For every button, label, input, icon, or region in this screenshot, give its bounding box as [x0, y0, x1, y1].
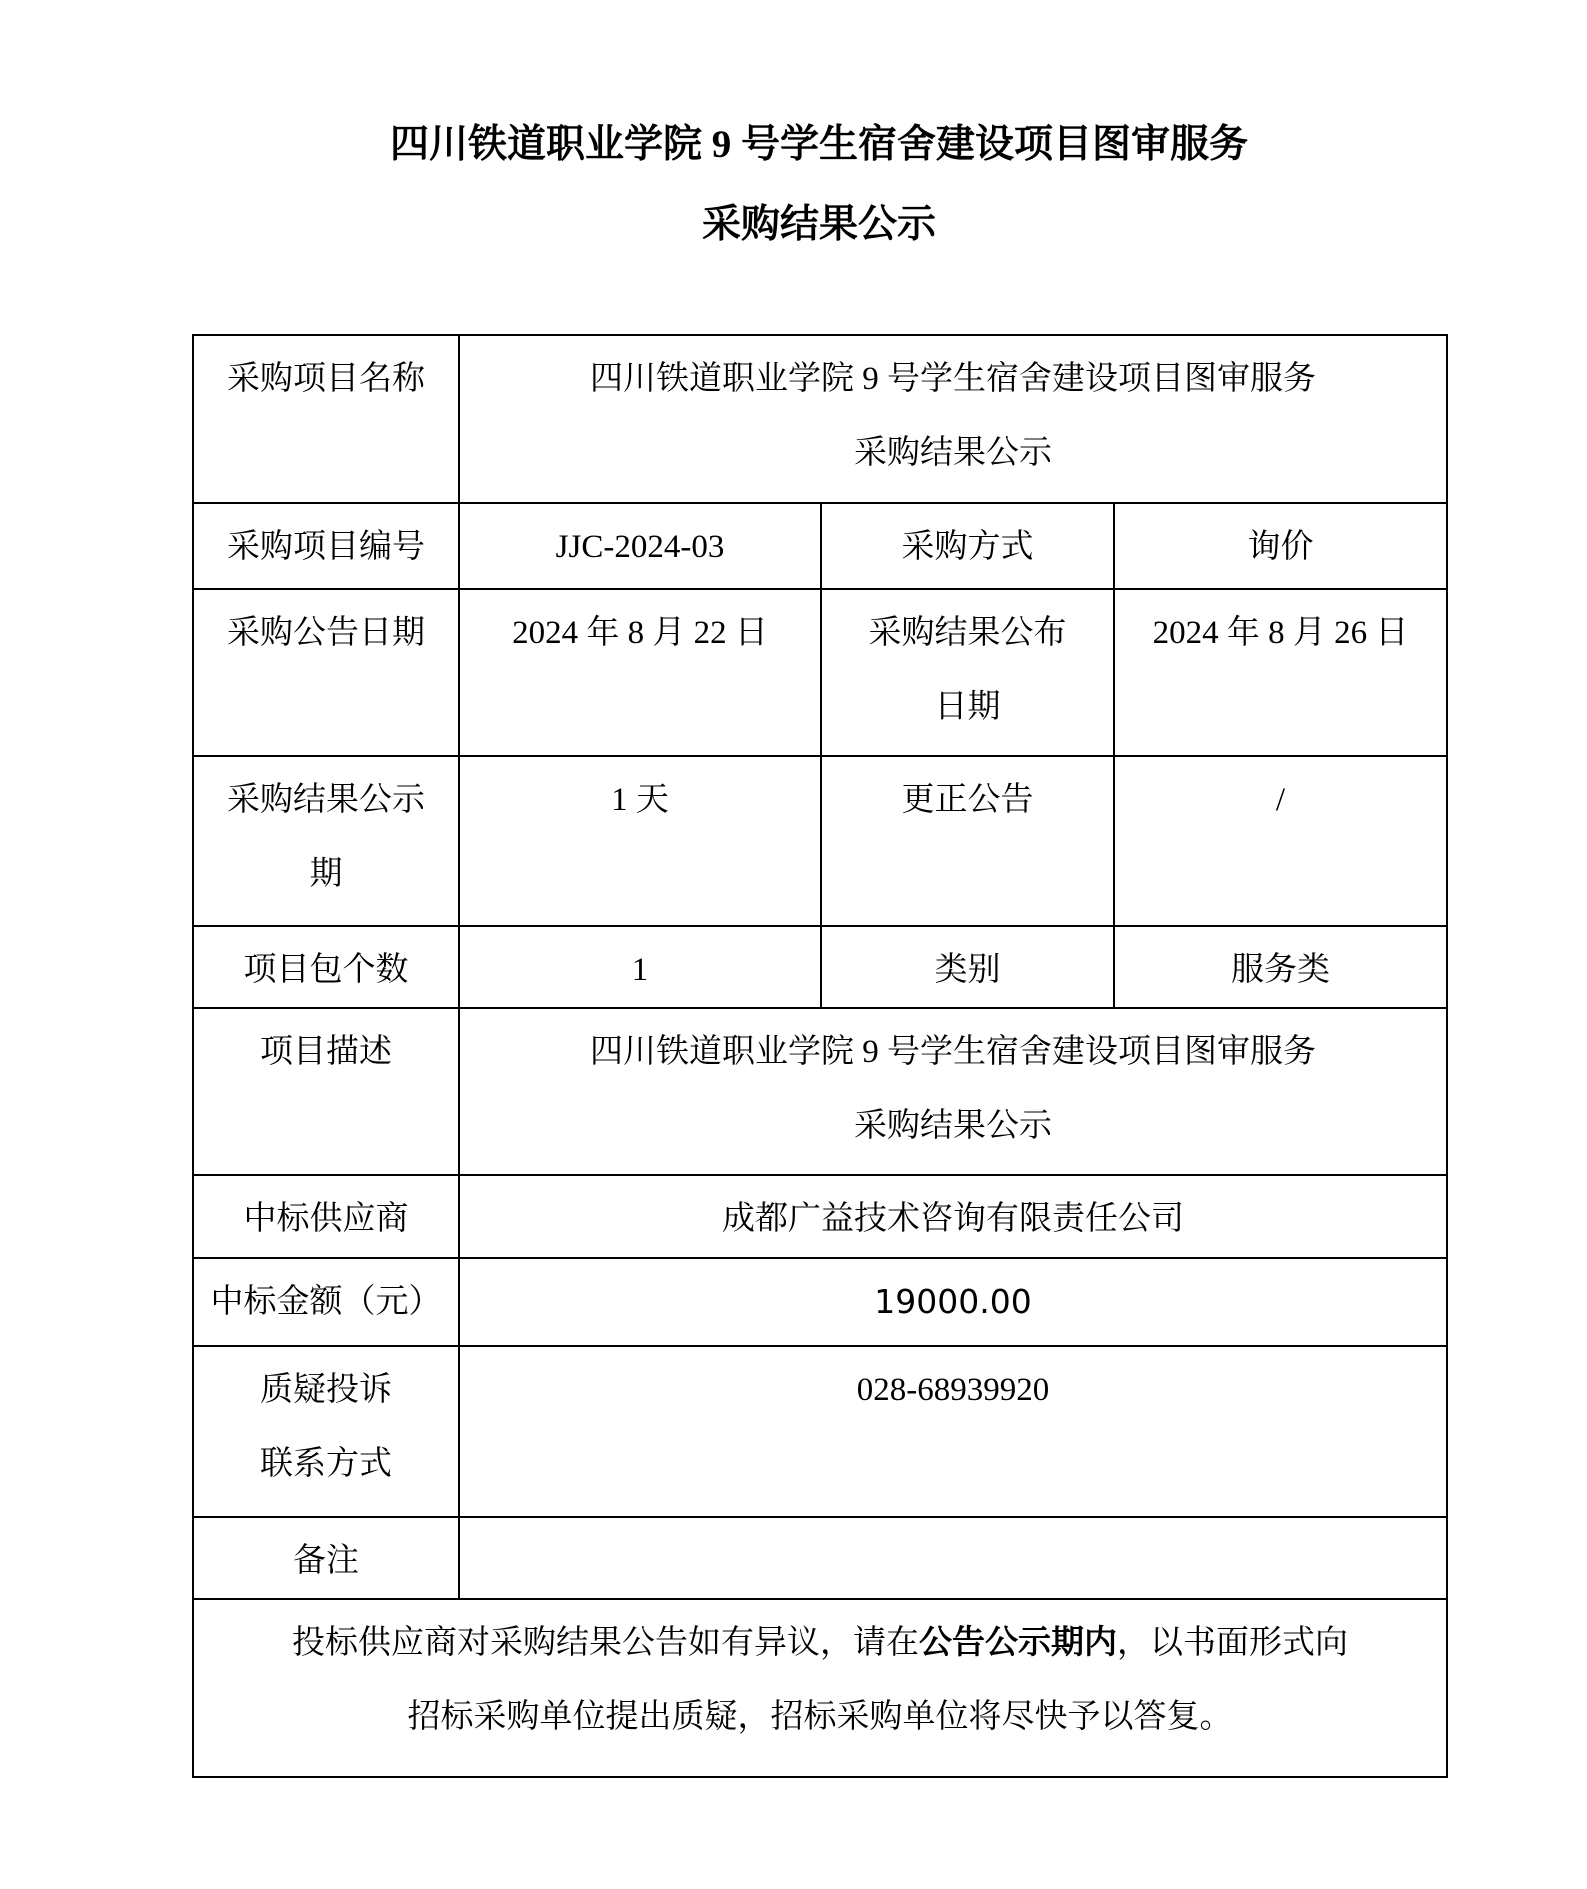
project-description-value-cell [459, 1008, 1447, 1175]
result-publish-date-value-cell: 2024 年 8 月 26 日 [1114, 589, 1447, 756]
row-project-description [193, 1008, 1447, 1175]
row-footer-note [193, 1599, 1447, 1777]
category-label-cell: 类别 [821, 926, 1114, 1008]
result-publish-date-label-line2: 日期 [934, 689, 1001, 725]
project-description-value-line2: 采购结果公示 [854, 1108, 1053, 1144]
category-value-cell: 服务类 [1114, 926, 1447, 1008]
row-winning-amount [193, 1258, 1447, 1346]
document-page [192, 0, 1446, 1778]
footer-note-cell [193, 1599, 1447, 1777]
project-description-label-cell: 项目描述 [193, 1008, 459, 1175]
footer-note-line1-bold-text: 公告公示期内 [919, 1625, 1118, 1661]
correction-notice-value-cell: / [1114, 756, 1447, 926]
footer-note-line1 [200, 1606, 1440, 1680]
footer-note-line1-tail-text: ，以书面形式向 [1117, 1625, 1349, 1661]
project-name-value-line1: 四川铁道职业学院 9 号学生宿舍建设项目图审服务 [590, 361, 1317, 397]
footer-note-line1-text: 投标供应商对采购结果公告如有异议，请在 [292, 1625, 920, 1661]
package-count-value-cell: 1 [459, 926, 821, 1008]
row-winning-supplier [193, 1175, 1447, 1258]
announcement-date-value-cell: 2024 年 8 月 22 日 [459, 589, 821, 756]
purchase-method-label-cell: 采购方式 [821, 503, 1114, 589]
row-announcement-date [193, 589, 1447, 756]
project-description-value-line1: 四川铁道职业学院 9 号学生宿舍建设项目图审服务 [590, 1034, 1317, 1070]
row-publicity-period [193, 756, 1447, 926]
publicity-period-label-line2: 期 [309, 856, 343, 892]
winning-supplier-value-cell: 成都广益技术咨询有限责任公司 [459, 1175, 1447, 1258]
correction-notice-label-cell: 更正公告 [821, 756, 1114, 926]
winning-amount-value-cell: 19000.00 [459, 1258, 1447, 1346]
publicity-period-label-line1: 采购结果公示 [227, 782, 425, 818]
publicity-period-label-cell [193, 756, 459, 926]
publicity-period-value-cell: 1 天 [459, 756, 821, 926]
result-publish-date-label-cell [821, 589, 1114, 756]
row-remarks [193, 1517, 1447, 1599]
complaint-contact-label-cell [193, 1346, 459, 1517]
row-project-number [193, 503, 1447, 589]
document-title-line2: 采购结果公示 [701, 203, 936, 246]
winning-supplier-label-cell: 中标供应商 [193, 1175, 459, 1258]
row-project-name [193, 335, 1447, 503]
project-name-value-cell [459, 335, 1447, 503]
procurement-result-table [192, 334, 1448, 1778]
purchase-method-value-cell: 询价 [1114, 503, 1447, 589]
project-number-value-cell: JJC-2024-03 [459, 503, 821, 589]
project-number-label-cell: 采购项目编号 [193, 503, 459, 589]
remarks-value-cell [459, 1517, 1447, 1599]
project-name-value-line2: 采购结果公示 [854, 435, 1053, 471]
announcement-date-label-cell: 采购公告日期 [193, 589, 459, 756]
row-complaint-contact [193, 1346, 1447, 1517]
project-name-label-cell: 采购项目名称 [193, 335, 459, 503]
complaint-contact-label-line2: 联系方式 [260, 1446, 392, 1482]
package-count-label-cell: 项目包个数 [193, 926, 459, 1008]
document-title-line1: 四川铁道职业学院 9 号学生宿舍建设项目图审服务 [389, 123, 1248, 166]
complaint-contact-value-cell: 028-68939920 [459, 1346, 1447, 1517]
winning-amount-label-cell: 中标金额（元） [193, 1258, 459, 1346]
row-package-count [193, 926, 1447, 1008]
remarks-label-cell: 备注 [193, 1517, 459, 1599]
complaint-contact-label-line1: 质疑投诉 [260, 1372, 392, 1408]
footer-note-line2: 招标采购单位提出质疑，招标采购单位将尽快予以答复。 [407, 1699, 1233, 1735]
result-publish-date-label-line1: 采购结果公布 [868, 615, 1067, 651]
